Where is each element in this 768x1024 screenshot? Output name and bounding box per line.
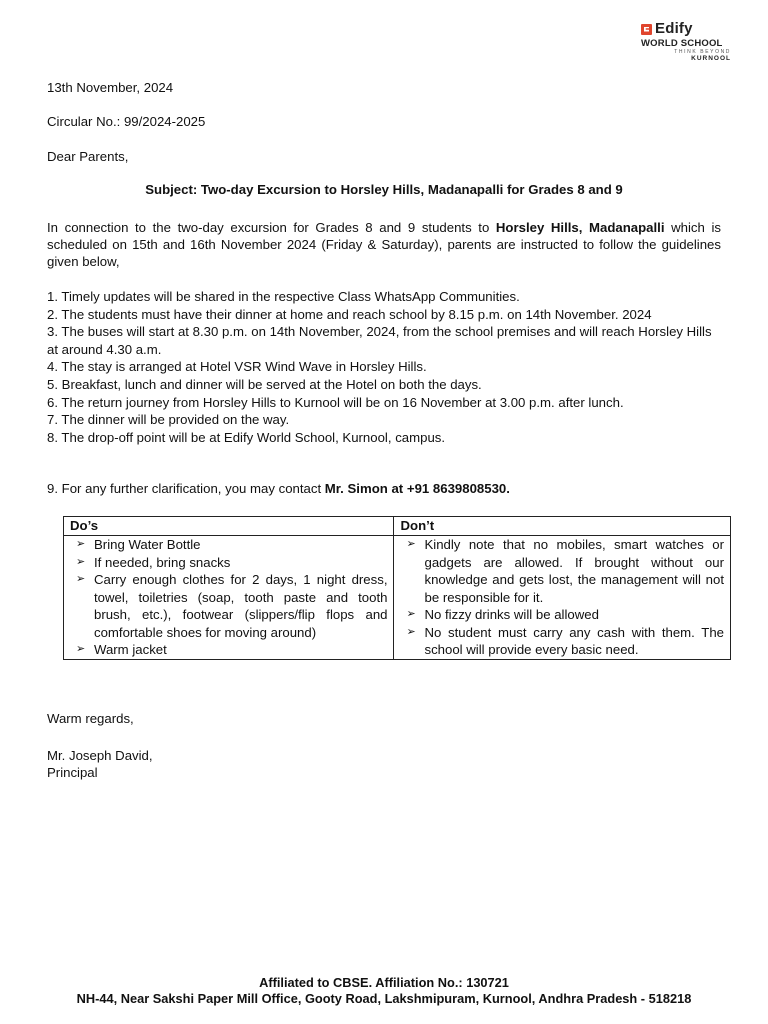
guideline-item: 1. Timely updates will be shared in the respective Class WhatsApp Communities. xyxy=(47,289,520,304)
guideline-item: 5. Breakfast, lunch and dinner will be served at the Hotel on both the days. xyxy=(47,376,482,392)
intro-text-2: which is scheduled on 15th and 16th November 2024 (Friday & Saturday), parents are instructed to follow the guidelines given below, xyxy=(47,220,721,269)
arrow-bullet-icon: ➢ xyxy=(406,625,416,638)
dos-donts-table xyxy=(63,516,731,660)
edify-logo-icon xyxy=(641,24,652,35)
guideline-item: 2. The students must have their dinner at home and reach school by 8.15 p.m. on 14th November. 2024 xyxy=(47,306,652,322)
logo-subtitle: WORLD SCHOOL xyxy=(641,38,723,49)
dos-cell xyxy=(64,536,394,660)
dos-item-text: Carry enough clothes for 2 days, 1 night dress, towel, toiletries (soap, tooth paste and tooth brush, etc.), footwear (slippers/flip flops and comfortable shoes for moving around) xyxy=(94,572,388,640)
dos-item-text: Warm jacket xyxy=(94,642,167,657)
subject-line: Subject: Two-day Excursion to Horsley Hills, Madanapalli for Grades 8 and 9 xyxy=(145,182,623,197)
guideline-item: 7. The dinner will be provided on the way. xyxy=(47,412,290,428)
logo-brand-name: Edify xyxy=(655,20,693,37)
circular-number: Circular No.: 99/2024-2025 xyxy=(47,114,206,129)
table-row xyxy=(64,536,731,660)
guideline-item: 6. The return journey from Horsley Hills to Kurnool will be on 16 November at 3.00 p.m. after lunch. xyxy=(47,394,624,410)
dos-item xyxy=(72,554,387,572)
circular-date: 13th November, 2024 xyxy=(47,80,174,95)
donts-list xyxy=(402,536,724,659)
donts-item-text: Kindly note that no mobiles, smart watches or gadgets are allowed. If brought without our knowledge and gets lost, the management will not be responsible for it. xyxy=(424,537,724,605)
dos-item xyxy=(72,641,387,659)
table-header-row xyxy=(64,517,731,536)
closing: Warm regards, xyxy=(47,711,134,726)
logo-brand xyxy=(641,22,741,36)
dos-header: Do’s xyxy=(64,517,394,536)
donts-item xyxy=(402,536,724,606)
signer-title: Principal xyxy=(47,765,98,780)
footer-affiliation: Affiliated to CBSE. Affiliation No.: 130721 xyxy=(259,975,509,990)
guidelines-list xyxy=(47,288,721,446)
guideline-item: 4. The stay is arranged at Hotel VSR Wind Wave in Horsley Hills. xyxy=(47,359,427,375)
guideline-item: 8. The drop-off point will be at Edify World School, Kurnool, campus. xyxy=(47,429,446,445)
donts-header: Don’t xyxy=(394,517,731,536)
contact-text: 9. For any further clarification, you may contact xyxy=(47,481,325,496)
dos-item-text: Bring Water Bottle xyxy=(94,537,201,552)
donts-item-text: No fizzy drinks will be allowed xyxy=(424,607,599,622)
dos-item xyxy=(72,536,387,554)
dos-item-text: If needed, bring snacks xyxy=(94,554,231,570)
dos-item xyxy=(72,571,387,641)
arrow-bullet-icon: ➢ xyxy=(76,555,86,568)
logo-tagline: THINK BEYOND xyxy=(674,49,731,55)
arrow-bullet-icon: ➢ xyxy=(406,608,416,620)
dos-list xyxy=(72,536,387,659)
arrow-bullet-icon: ➢ xyxy=(76,573,86,585)
donts-item xyxy=(402,606,724,624)
footer xyxy=(0,975,768,1007)
intro-paragraph xyxy=(47,219,721,270)
arrow-bullet-icon: ➢ xyxy=(406,538,416,550)
donts-cell xyxy=(394,536,731,660)
logo-city: KURNOOL xyxy=(691,55,731,62)
donts-item-text: No student must carry any cash with them. The school will provide every basic need. xyxy=(424,624,724,657)
signer-name: Mr. Joseph David, xyxy=(47,748,153,763)
intro-destination: Horsley Hills, Madanapalli xyxy=(495,220,665,235)
salutation: Dear Parents, xyxy=(47,149,129,164)
footer-address: NH-44, Near Sakshi Paper Mill Office, Gooty Road, Lakshmipuram, Kurnool, Andhra Pradesh - 518218 xyxy=(76,991,692,1006)
arrow-bullet-icon: ➢ xyxy=(76,538,86,550)
intro-text-1: In connection to the two-day excursion for Grades 8 and 9 students to xyxy=(47,220,496,235)
contact-person: Mr. Simon at +91 8639808530. xyxy=(324,481,510,496)
school-logo xyxy=(641,22,741,63)
arrow-bullet-icon: ➢ xyxy=(76,643,86,655)
guideline-item: 3. The buses will start at 8.30 p.m. on 14th November, 2024, from the school premises and will reach Horsley Hills at around 4.30 a.m. xyxy=(47,324,712,357)
contact-point xyxy=(47,481,510,496)
signature-block xyxy=(47,747,153,781)
donts-item xyxy=(402,624,724,659)
